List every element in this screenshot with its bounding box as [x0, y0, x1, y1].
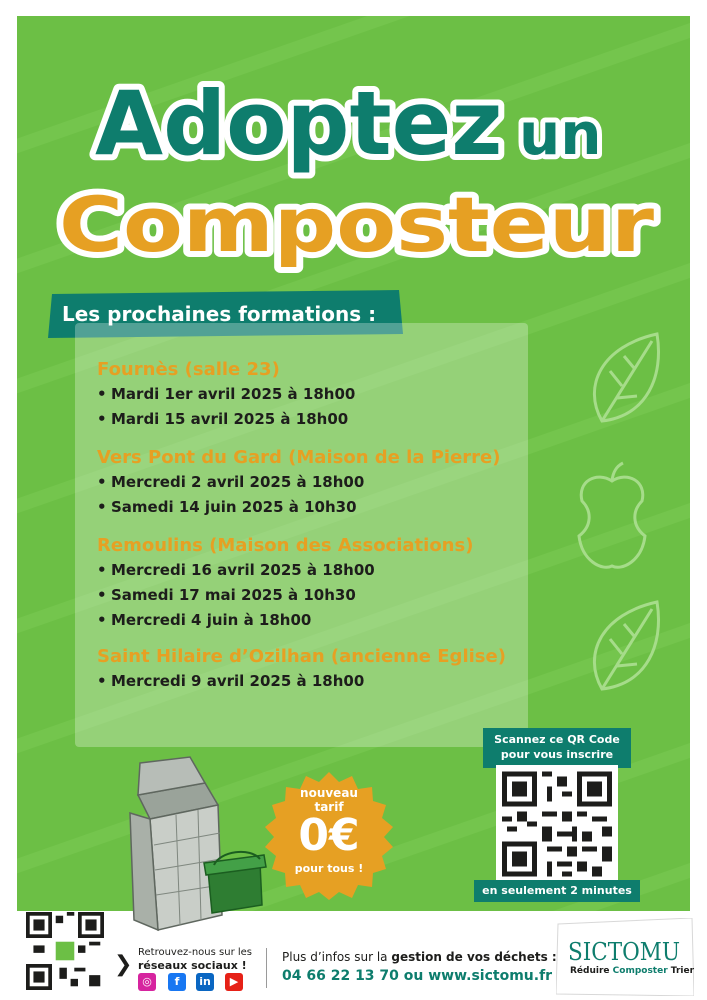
- session-date: • Mercredi 4 juin à 18h00: [97, 608, 517, 633]
- info-bold: gestion de vos déchets :: [391, 950, 557, 964]
- session-date: • Mercredi 9 avril 2025 à 18h00: [97, 669, 517, 694]
- contact-line[interactable]: 04 66 22 13 70 ou www.sictomu.fr: [282, 968, 553, 984]
- qr-scan-header: [483, 728, 631, 768]
- leaf-icon: [582, 326, 672, 436]
- qr-code-pattern: [502, 771, 612, 877]
- qr-footer-label: en seulement 2 minutes: [474, 880, 640, 902]
- logo-tagline: [570, 966, 694, 976]
- facebook-icon[interactable]: f: [168, 973, 186, 991]
- leaf-icon-lower: [582, 594, 672, 704]
- session-block: [97, 645, 517, 694]
- session-location: Fournès (salle 23): [97, 359, 280, 380]
- social-qr-code[interactable]: [26, 912, 104, 990]
- poster-title: [17, 16, 690, 316]
- logo-tag-composter: Composter: [612, 966, 668, 976]
- registration-qr-code[interactable]: [496, 765, 618, 883]
- session-date: • Mercredi 16 avril 2025 à 18h00: [97, 558, 517, 583]
- badge-line-tarif: tarif: [314, 800, 344, 814]
- qr-header-line2: pour vous inscrire: [500, 748, 614, 761]
- sictomu-logo: [556, 918, 694, 996]
- composter-bin-illustration: [110, 755, 285, 935]
- badge-price: 0€: [298, 810, 360, 861]
- linkedin-icon[interactable]: in: [196, 973, 214, 991]
- social-line1: Retrouvez-nous sur les: [138, 947, 253, 958]
- session-block: [97, 534, 517, 633]
- qr-header-line1: Scannez ce QR Code: [494, 733, 620, 746]
- info-prefix: Plus d’infos sur la: [282, 950, 392, 964]
- footer-divider: [266, 948, 267, 988]
- social-line2: réseaux sociaux !: [138, 959, 247, 972]
- title-word-composteur: Composteur: [59, 180, 655, 269]
- instagram-icon[interactable]: ◎: [138, 973, 156, 991]
- apple-core-icon: [557, 461, 667, 581]
- session-location: Saint Hilaire d’Ozilhan (ancienne Eglise): [97, 646, 506, 667]
- session-date: • Samedi 17 mai 2025 à 10h30: [97, 583, 517, 608]
- session-location: Remoulins (Maison des Associations): [97, 535, 474, 556]
- badge-line-pour-tous: pour tous !: [294, 862, 364, 875]
- sessions-list: [97, 358, 517, 706]
- session-date: • Mercredi 2 avril 2025 à 18h00: [97, 470, 517, 495]
- title-word-adoptez: Adoptez: [95, 72, 503, 175]
- info-line: [282, 950, 557, 964]
- title-word-un: un: [519, 100, 602, 168]
- logo-tag-trier: Trier: [670, 966, 695, 976]
- youtube-icon[interactable]: ▶: [225, 973, 243, 991]
- session-block: [97, 446, 517, 520]
- formations-banner-label: Les prochaines formations :: [62, 302, 377, 326]
- badge-line-nouveau: nouveau: [300, 786, 358, 800]
- session-location: Vers Pont du Gard (Maison de la Pierre): [97, 447, 501, 468]
- logo-name: SICTOMU: [568, 938, 680, 966]
- chevron-right-icon: ❯: [114, 952, 133, 977]
- session-date: • Mardi 1er avril 2025 à 18h00: [97, 382, 517, 407]
- session-date: • Mardi 15 avril 2025 à 18h00: [97, 407, 517, 432]
- session-block: [97, 358, 517, 432]
- session-date: • Samedi 14 juin 2025 à 10h30: [97, 495, 517, 520]
- logo-tag-reduire: Réduire: [570, 966, 610, 976]
